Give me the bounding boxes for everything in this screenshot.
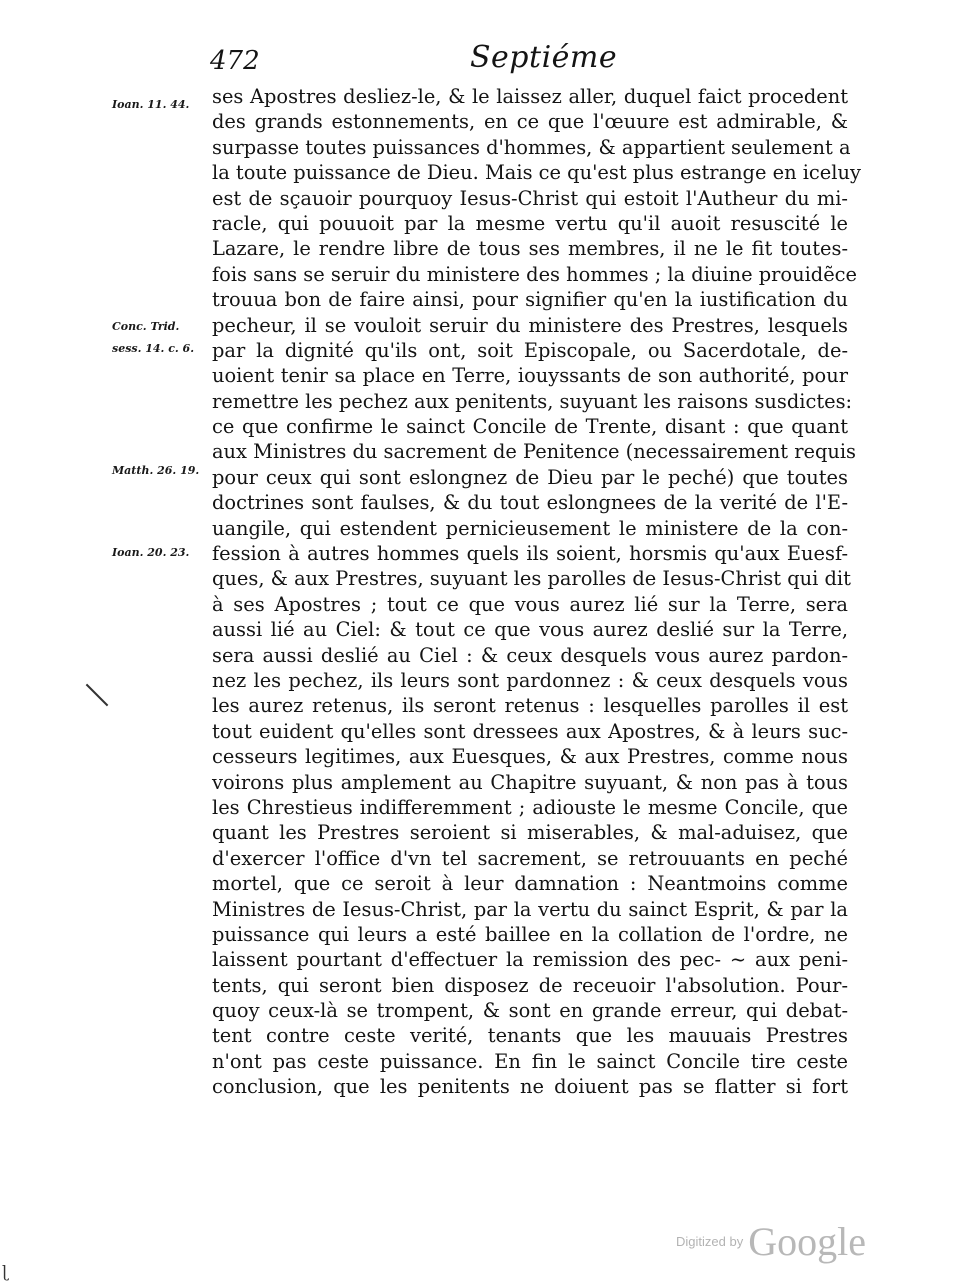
text-line: les aurez retenus, ils seront retenus : lesquelles parolles il est — [212, 694, 848, 718]
stray-ink-mark — [86, 684, 109, 707]
margin-note-matth-26: Matth. 26. 19. — [112, 464, 200, 477]
text-line: voirons plus amplement au Chapitre suyuant, & non pas à tous — [212, 770, 848, 794]
text-line: ce que confirme le sainct Concile de Trente, disant : que quant — [212, 415, 848, 439]
margin-note-conc-trid: Conc. Trid. sess. 14. c. 6. — [112, 320, 195, 355]
text-line: la toute puissance de Dieu. Mais ce qu'est plus estrange en iceluy — [212, 161, 861, 185]
text-line: doctrines sont faulses, & du tout eslongnees de la verité de l'E- — [212, 491, 848, 515]
watermark-prefix: Digitized by — [676, 1234, 744, 1249]
text-line: fession à autres hommes quels ils soient, horsmis qu'aux Euesf- — [212, 542, 848, 566]
digitized-by-google-watermark — [676, 1218, 866, 1265]
text-line: racle, qui pouuoit par la mesme vertu qu'il auoit resuscité le — [212, 211, 848, 235]
text-line: les Chrestieus indifferemment ; adiouste le mesme Concile, que — [212, 795, 848, 819]
text-line: uangile, qui estendent pernicieusement le ministere de la con- — [212, 516, 848, 540]
text-line: nez les pechez, ils leurs sont pardonnez : & ceux desquels vous — [212, 668, 848, 692]
text-line: mortel, que ce seroit à leur damnation : Neantmoins comme — [212, 872, 848, 896]
text-line: fois sans se seruir du ministere des hommes ; la diuine prouidẽce — [212, 262, 858, 286]
text-line: surpasse toutes puissances d'hommes, & appartient seulement a — [212, 135, 851, 159]
margin-note-ioan-20: Ioan. 20. 23. — [112, 546, 190, 559]
text-line: est de sçauoir pourquoy Iesus-Christ qui estoit l'Autheur du mi- — [212, 186, 848, 210]
text-line: tents, qui seront bien disposez de receuoir l'absolution. Pour- — [212, 973, 848, 997]
text-line: aussi lié au Ciel: & tout ce que vous aurez deslié sur la Terre, — [212, 618, 848, 642]
text-line: Ministres de Iesus-Christ, par la vertu du sainct Esprit, & par la — [212, 897, 848, 921]
text-line: pour ceux qui sont eslongnez de Dieu par le peché) que toutes — [212, 465, 848, 489]
text-line: aux Ministres du sacrement de Penitence (necessairement requis — [212, 440, 857, 464]
text-line: sera aussi deslié au Ciel : & ceux desquels vous aurez pardon- — [212, 643, 848, 667]
text-line: quant les Prestres seroient si miserables, & mal-aduisez, que — [212, 821, 848, 845]
text-line: tout euident qu'elles sont dressees aux Apostres, & à leurs suc- — [212, 719, 848, 743]
text-line: laissent pourtant d'effectuer la remission des pec- ~ aux peni- — [212, 948, 848, 972]
corner-mark: ɭ — [2, 1262, 8, 1281]
text-line: d'exercer l'office d'vn tel sacrement, se retrouuants en peché — [212, 846, 848, 870]
text-line: cesseurs legitimes, aux Euesques, & aux Prestres, comme nous — [212, 745, 848, 769]
text-line: puissance qui leurs a esté baillee en la collation de l'ordre, ne — [212, 922, 848, 946]
google-logo: Google — [748, 1219, 867, 1264]
text-line: des grands estonnements, en ce que l'œuure est admirable, & — [212, 110, 848, 134]
text-line: ses Apostres desliez-le, & le laissez aller, duquel faict procedent — [212, 85, 848, 108]
text-line: remettre les pechez aux penitents, suyuant les raisons susdictes: — [212, 389, 853, 413]
text-line: pecheur, il se vouloit seruir du ministere des Prestres, lesquels — [212, 313, 848, 337]
text-line: quoy ceux-là se trompent, & sont en grande erreur, qui debat- — [212, 999, 848, 1023]
body-text — [212, 84, 861, 1100]
text-line: trouua bon de faire ainsi, pour signifier qu'en la iustification du — [212, 288, 848, 312]
text-line: n'ont pas ceste puissance. En fin le sainct Concile tire ceste — [212, 1049, 848, 1073]
text-line: à ses Apostres ; tout ce que vous aurez lié sur la Terre, sera — [212, 592, 848, 616]
text-line: par la dignité qu'ils ont, soit Episcopale, ou Sacerdotale, de- — [212, 338, 848, 362]
running-head: Septiéme — [470, 40, 618, 75]
text-line: conclusion, que les penitents ne doiuent pas se flatter si fort — [212, 1075, 848, 1099]
text-line: tent contre ceste verité, tenants que les mauuais Prestres — [212, 1024, 848, 1048]
text-line: uoient tenir sa place en Terre, iouyssants de son authorité, pour — [212, 364, 848, 388]
text-line: ques, & aux Prestres, suyuant les parolles de Iesus-Christ qui dit — [212, 567, 851, 591]
margin-note-ioan-11: Ioan. 11. 44. — [112, 98, 190, 111]
text-line: Lazare, le rendre libre de tous ses membres, il ne le fit toutes- — [212, 237, 848, 261]
page-number: 472 — [210, 46, 260, 76]
